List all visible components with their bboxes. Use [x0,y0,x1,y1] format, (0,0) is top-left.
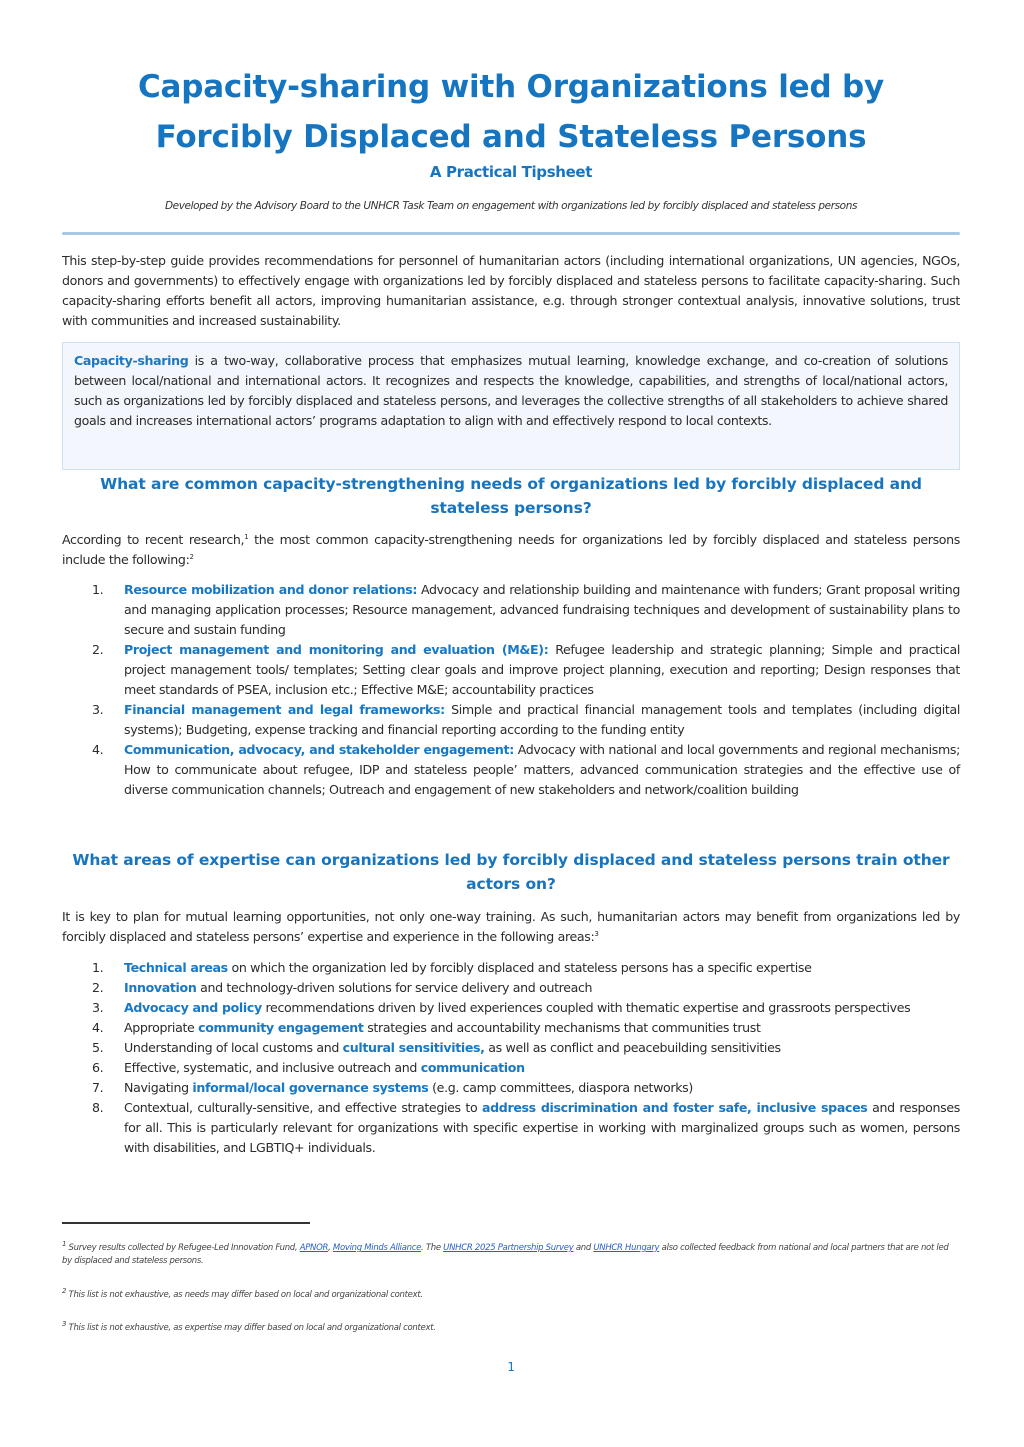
heading-line-1: What are common capacity-strengthening needs of organizations led by forcibly displaced and [100,475,922,493]
item-number: 8. [92,1100,104,1115]
footnote-text: and [573,1243,594,1253]
expertise-list [62,958,960,1158]
footnote-ref-2[interactable]: 2 [189,552,194,561]
list-item [62,1078,960,1098]
item-number: 1. [92,960,104,975]
item-text: Appropriate [124,1020,199,1035]
lead-text: It is key to plan for mutual learning opportunities, not only one-way training. As such, humanitarian actors may benefit from organizations led by forcibly displaced and stateless persons’ expertise and experience in the following areas: [62,909,960,944]
definition-box [62,342,960,470]
item-highlight: informal/local governance systems [192,1080,429,1095]
definition-body: is a two-way, collaborative process that emphasizes mutual learning, knowledge exchange, and co-creation of solutions between local/national and international actors. It recognizes and respects the knowledge, capabilities, and strengths of local/national actors, such as organizations led by forcibly displaced and stateless persons, and leverages the collective strengths of all stakeholders to achieve shared goals and increases international actors’ programs adaptation to align with and effectively respond to local contexts. [74,353,948,428]
footnote-ref-3[interactable]: 3 [594,929,599,938]
footnote-2 [62,1289,960,1302]
intro-paragraph: This step-by-step guide provides recommendations for personnel of humanitarian actors (including international organizations, UN agencies, NGOs, donors and governments) to effectively engage with organizations led by forcibly displaced and stateless persons to facilitate capacity-sharing. Such capacity-sharing efforts benefit all actors, improving humanitarian assistance, e.g. through stronger contextual analysis, innovative solutions, trust with communities and increased sustainability. [62,253,960,328]
item-text: Refugee leadership and strategic planning; Simple and practical project management tools/ templates; Setting clear goals and improve project planning, execution and reporting; Design responses that meet standards of PSEA, inclusion etc.; Effective M&E; accountability practices [124,642,960,697]
list-item [62,580,960,640]
section-heading-needs [62,472,960,520]
item-text: Effective, systematic, and inclusive outreach and [124,1060,421,1075]
footnote-1 [62,1242,960,1268]
item-text: Contextual, culturally-sensitive, and effective strategies to [124,1100,482,1115]
item-text: Understanding of local customs and [124,1040,343,1055]
item-highlight: community engagement [198,1020,364,1035]
footnote-text: This list is not exhaustive, as needs may differ based on local and organizational context. [66,1290,423,1300]
item-number: 7. [92,1080,104,1095]
footnote-mark: 3 [62,1320,67,1329]
footnote-text: also collected feedback from national and local partners that are not led by displaced and stateless persons. [62,1243,949,1266]
item-text: Simple and practical financial management tools and templates (including digital systems); Budgeting, expense tracking and financial reporting according to the funding entity [124,702,960,737]
item-number: 4. [92,1020,104,1035]
item-text: on which the organization led by forcibly displaced and stateless persons has a specific expertise [227,960,812,975]
footnote-divider [62,1222,310,1224]
needs-lead-paragraph [62,530,960,570]
item-text: Advocacy with national and local governments and regional mechanisms; How to communicate about refugee, IDP and stateless people’ matters, advanced communication strategies and the effective use of diverse communication channels; Outreach and engagement of new stakeholders and network/coalition building [124,742,960,797]
item-highlight: Technical areas [124,960,228,975]
footnote-text: Survey results collected by Refugee-Led Innovation Fund, [66,1243,300,1253]
item-number: 4. [92,742,104,757]
item-heading: Project management and monitoring and evaluation (M&E): [124,642,549,657]
list-item [62,740,960,800]
footnote-3 [62,1322,960,1335]
list-item [62,700,960,740]
document-title [62,62,960,162]
list-item [62,978,960,998]
list-item [62,958,960,978]
footnote-text: , [328,1243,333,1253]
footnote-ref-1[interactable]: 1 [244,532,249,541]
item-text: Navigating [124,1080,193,1095]
link-moving-minds-alliance[interactable]: Moving Minds Alliance [332,1243,422,1253]
header-divider [62,232,960,235]
link-apnor[interactable]: APNOR [299,1243,329,1253]
heading-line-1: What areas of expertise can organizations led by forcibly displaced and stateless persons train other [72,851,950,869]
heading-line-2: stateless persons? [430,499,592,517]
heading-line-2: actors on? [466,875,556,893]
item-text: as well as conflict and peacebuilding sensitivities [484,1040,781,1055]
item-heading: Financial management and legal frameworks: [124,702,445,717]
expertise-lead-paragraph [62,907,960,947]
lead-text: the most common capacity-strengthening needs for organizations led by forcibly displaced and stateless persons include the following: [62,532,960,567]
item-text: recommendations driven by lived experiences coupled with thematic expertise and grassroots perspectives [261,1000,911,1015]
item-highlight: cultural sensitivities, [342,1040,485,1055]
list-item [62,640,960,700]
footnote-text: This list is not exhaustive, as expertise may differ based on local and organizational context. [66,1323,436,1333]
item-heading: Communication, advocacy, and stakeholder engagement: [124,742,514,757]
footnote-mark: 2 [62,1287,67,1296]
item-highlight: Innovation [124,980,197,995]
footnote-mark: 1 [62,1240,67,1249]
footnote-text: . The [421,1243,444,1253]
item-number: 2. [92,642,104,657]
definition-text [74,351,948,431]
item-number: 6. [92,1060,104,1075]
item-text: and technology-driven solutions for service delivery and outreach [196,980,593,995]
item-highlight: communication [420,1060,525,1075]
item-highlight: address discrimination and foster safe, inclusive spaces [481,1100,868,1115]
item-text: Advocacy and relationship building and maintenance with funders; Grant proposal writing and managing application processes; Resource management, advanced fundraising techniques and development of sustainability plans to secure and sustain funding [124,582,960,637]
item-number: 1. [92,582,104,597]
item-text: (e.g. camp committees, diaspora networks) [428,1080,693,1095]
list-item [62,1018,960,1038]
link-unhcr-hungary[interactable]: UNHCR Hungary [593,1243,660,1253]
item-text: strategies and accountability mechanisms that communities trust [363,1020,761,1035]
byline: Developed by the Advisory Board to the UNHCR Task Team on engagement with organizations led by forcibly displaced and stateless persons [164,200,858,212]
item-number: 5. [92,1040,104,1055]
list-item [62,1038,960,1058]
needs-list [62,580,960,800]
title-line-1: Capacity-sharing with Organizations led by [137,69,885,105]
definition-term: Capacity-sharing [74,353,189,368]
item-text: and responses for all. This is particularly relevant for organizations with specific expertise in working with marginalized groups such as women, persons with disabilities, and LGBTIQ+ individuals. [124,1100,960,1155]
link-unhcr-partnership-survey[interactable]: UNHCR 2025 Partnership Survey [443,1243,574,1253]
page-number: 1 [507,1360,515,1374]
item-number: 3. [92,702,104,717]
item-heading: Resource mobilization and donor relations: [124,582,418,597]
item-highlight: Advocacy and policy [124,1000,262,1015]
list-item [62,1098,960,1158]
list-item [62,1058,960,1078]
list-item [62,998,960,1018]
item-number: 3. [92,1000,104,1015]
item-number: 2. [92,980,104,995]
document-subtitle: A Practical Tipsheet [429,163,593,181]
section-heading-expertise [62,848,960,896]
title-line-2: Forcibly Displaced and Stateless Persons [155,119,867,155]
lead-text: According to recent research, [62,532,245,547]
